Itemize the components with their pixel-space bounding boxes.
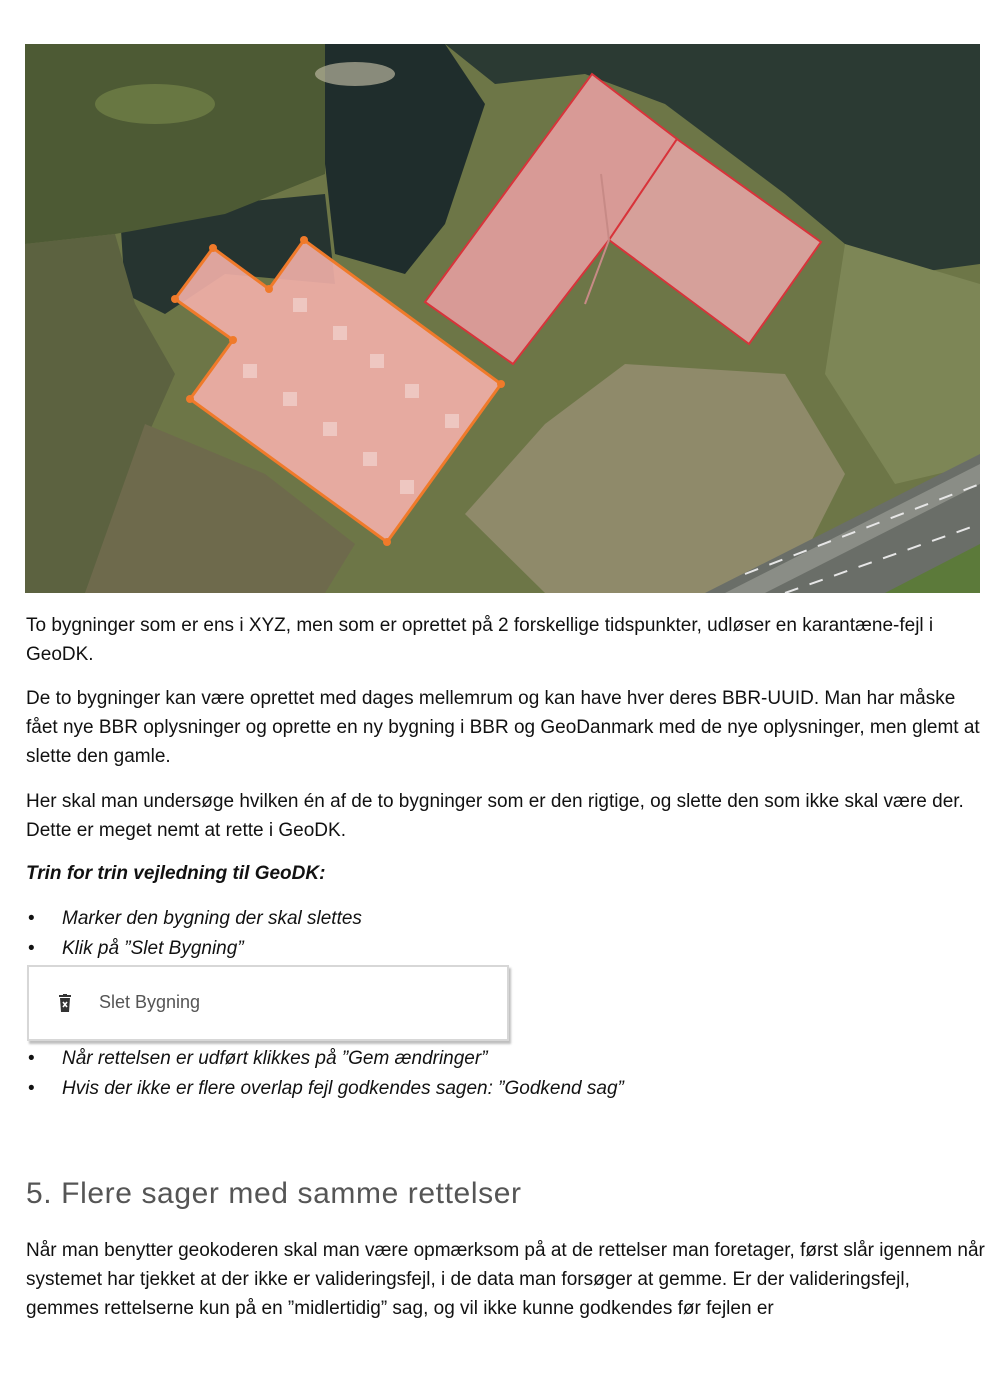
trash-icon — [57, 994, 73, 1018]
aerial-map-image — [25, 44, 980, 593]
paragraph-explanation: De to bygninger kan være oprettet med dages mellemrum og kan have hver deres BBR-UUID. Man har måske fået nye BBR oplysninger og oprette en ny bygning i BBR og GeoDanmark med de nye oplysninger, men glemt at slette den gamle. — [26, 688, 980, 767]
bullet-glyph: • — [28, 938, 35, 959]
guide-steps-list-a — [26, 904, 926, 964]
guide-step: • Hvis der ikke er flere overlap fejl godkendes sagen: ”Godkend sag” — [26, 1074, 926, 1104]
bullet-glyph: • — [28, 908, 35, 929]
bullet-glyph: • — [28, 1048, 35, 1069]
paragraph-intro: To bygninger som er ens i XYZ, men som er oprettet på 2 forskellige tidspunkter, udløser en karantæne-fejl i GeoDK. — [26, 615, 934, 665]
guide-steps-list-b — [26, 1044, 926, 1104]
section-heading: 5. Flere sager med samme rettelser — [26, 1177, 522, 1210]
guide-title: Trin for trin vejledning til GeoDK: — [26, 863, 326, 884]
slet-bygning-button[interactable] — [27, 965, 509, 1041]
slet-bygning-label: Slet Bygning — [99, 992, 201, 1012]
guide-step: • Når rettelsen er udført klikkes på ”Gem ændringer” — [26, 1044, 926, 1074]
bullet-glyph: • — [28, 1078, 35, 1099]
paragraph-instruction: Her skal man undersøge hvilken én af de to bygninger som er den rigtige, og slette den som ikke skal være der. Dette er meget nemt at rette i GeoDK. — [26, 791, 964, 841]
guide-step: • Marker den bygning der skal slettes — [26, 904, 926, 934]
section-paragraph: Når man benytter geokoderen skal man være opmærksom på at de rettelser man foretager, først slår igennem når systemet har tjekket at der ikke er valideringsfejl, i de data man forsøger at gemme. Er der valideringsfejl, gemmes rettelserne kun på en ”midlertidig” sag, og vil ikke kunne godkendes før fejlen er — [26, 1240, 985, 1319]
guide-step: • Klik på ”Slet Bygning” — [26, 934, 926, 964]
